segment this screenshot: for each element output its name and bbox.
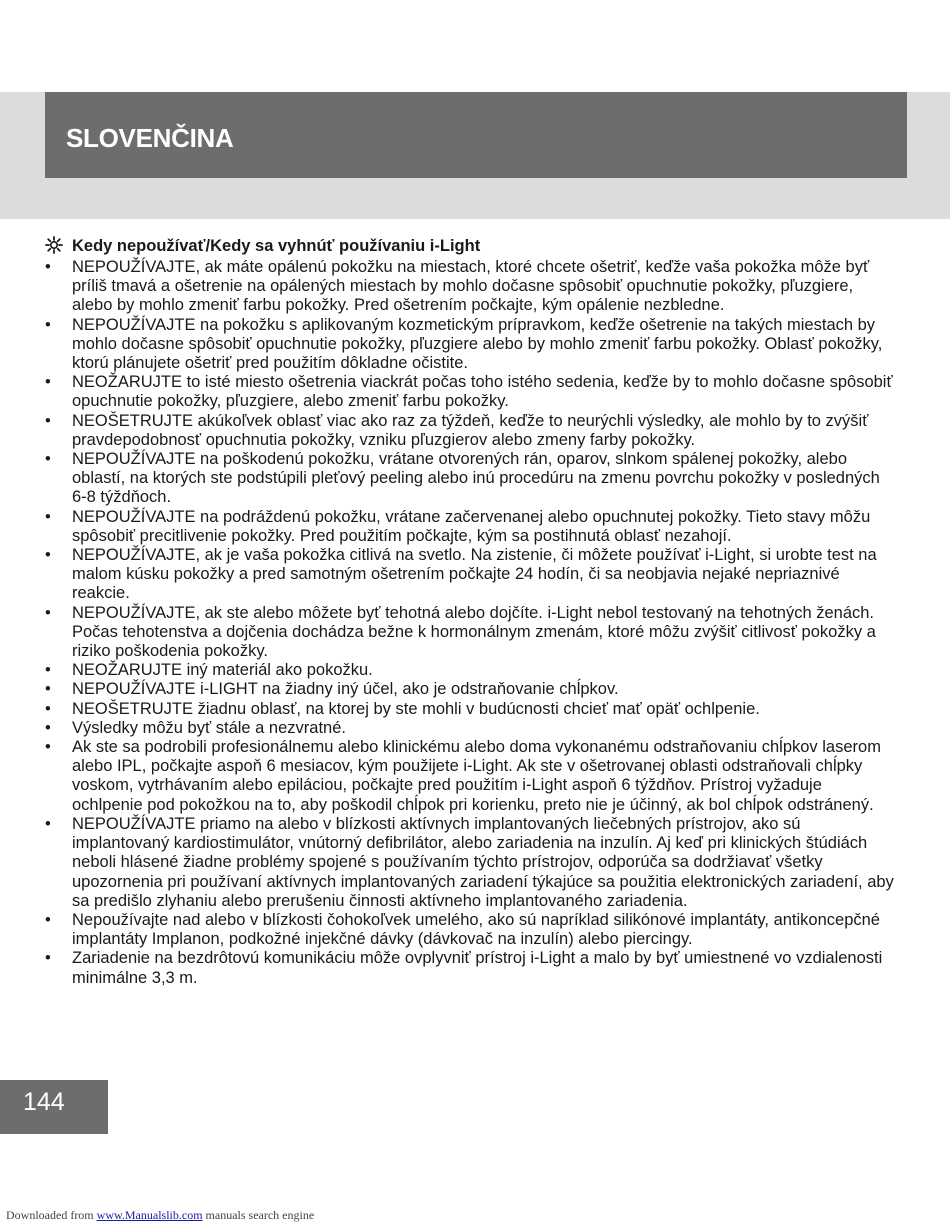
bullet-marker: • [45, 738, 51, 757]
list-item [45, 604, 895, 662]
sun-icon [45, 236, 65, 258]
list-item-text: NEPOUŽÍVAJTE na podráždenú pokožku, vrátane začervenanej alebo opuchnutej pokožky. Tieto stavy môžu spôsobiť precitlivenie pokožky. Pred použitím počkajte, kým sa postihnutá oblasť nezahojí. [72, 507, 871, 545]
bullet-marker: • [45, 814, 51, 833]
list-item [45, 911, 895, 949]
page-number: 144 [23, 1088, 65, 1116]
bullet-marker: • [45, 258, 51, 276]
list-item-text: NEPOUŽÍVAJTE priamo na alebo v blízkosti aktívnych implantovaných liečebných prístrojov, ako sú implantovaný kardiostimulátor, vnútorný defibrilátor, alebo zariadenia na inzulín. Aj keď pri klinických štúdiách neboli hlásené žiadne problémy spojené s používaním týchto prístrojov, odporúča sa dodržiavať všetky upozornenia pri používaní aktívnych implantovaných zariadení týkajúce sa použitia elektronických zariadení, aby sa predišlo zlyhaniu alebo prerušeniu činnosti aktívneho implantovaného zariadenia. [72, 814, 894, 910]
footer-link[interactable]: www.Manualslib.com [96, 1208, 203, 1222]
list-item [45, 450, 895, 508]
footer [6, 1208, 314, 1223]
bullet-marker: • [45, 661, 51, 680]
list-item [45, 373, 895, 411]
list-item [45, 949, 895, 987]
list-item-text: Nepoužívajte nad alebo v blízkosti čohokoľvek umelého, ako sú napríklad silikónové implantáty, antikoncepčné implantáty Implanon, podkožné injekčné dávky (dávkovač na inzulín) alebo piercingy. [72, 910, 880, 949]
bullet-list [45, 258, 895, 988]
bullet-marker: • [45, 373, 51, 392]
list-item-text: NEOŽARUJTE to isté miesto ošetrenia viackrát počas toho istého sedenia, keďže by to mohlo dočasne spôsobiť opuchnutie pokožky, pľuzgiere, alebo zmeniť farbu pokožky. [72, 373, 893, 411]
list-item [45, 661, 895, 680]
list-item-text: Ak ste sa podrobili profesionálnemu alebo klinickému alebo doma vykonanému odstraňovaniu chĺpkov laserom alebo IPL, počkajte aspoň 6 mesiacov, kým použijete i-Light. Ak ste v ošetrovanej oblasti odstraňovali chĺpky voskom, vytrhávaním alebo epiláciou, počkajte pred použitím i-Light aspoň 6 týždňov. Prístroj vyžaduje ochlpenie pod pokožkou na to, aby poškodil chĺpok pri korienku, preto nie je účinný, ak bol chĺpok odstránený. [72, 738, 881, 814]
list-item [45, 412, 895, 450]
header-box [45, 92, 907, 178]
footer-prefix: Downloaded from [6, 1208, 94, 1222]
bullet-marker: • [45, 546, 51, 565]
bullet-marker: • [45, 680, 51, 699]
list-item [45, 316, 895, 374]
list-item-text: NEOŽARUJTE iný materiál ako pokožku. [72, 661, 373, 680]
bullet-marker: • [45, 699, 51, 718]
bullet-marker: • [45, 718, 51, 737]
bullet-marker: • [45, 411, 51, 430]
list-item [45, 258, 895, 316]
section-heading [45, 236, 895, 258]
list-item-text: Zariadenie na bezdrôtovú komunikáciu môže ovplyvniť prístroj i-Light a malo by byť umiestnené vo vzdialenosti minimálne 3,3 m. [72, 949, 883, 987]
list-item [45, 719, 895, 738]
footer-suffix: manuals search engine [205, 1208, 315, 1222]
list-item [45, 508, 895, 546]
list-item-text: NEPOUŽÍVAJTE, ak máte opálenú pokožku na miestach, ktoré chcete ošetriť, keďže vaša pokožka môže byť príliš tmavá a ošetrenie na opálených miestach by mohlo dočasne spôsobiť opuchnutie pokožky, pľuzgiere, alebo by mohlo zmeniť farbu pokožky. Pred ošetrením počkajte, kým opálenie nezbledne. [72, 258, 870, 315]
list-item [45, 738, 895, 815]
bullet-marker: • [45, 315, 51, 334]
list-item-text: NEPOUŽÍVAJTE na poškodenú pokožku, vrátane otvorených rán, oparov, slnkom spálenej pokožky, alebo oblastí, na ktorých ste podstúpili pleťový peeling alebo inú procedúru na zmenu povrchu pokožky v posledných 6-8 týždňoch. [72, 450, 880, 507]
content [45, 236, 895, 988]
page-title: SLOVENČINA [66, 123, 234, 153]
list-item [45, 680, 895, 699]
list-item-text: NEOŠETRUJTE žiadnu oblasť, na ktorej by ste mohli v budúcnosti chcieť mať opäť ochlpenie. [72, 699, 760, 718]
bullet-marker: • [45, 949, 51, 968]
list-item [45, 700, 895, 719]
list-item-text: Výsledky môžu byť stále a nezvratné. [72, 718, 346, 737]
list-item [45, 815, 895, 911]
page-number-box [0, 1080, 108, 1134]
bullet-marker: • [45, 450, 51, 469]
list-item-text: NEPOUŽÍVAJTE i-LIGHT na žiadny iný účel, ako je odstraňovanie chĺpkov. [72, 680, 619, 699]
section-heading-text: Kedy nepoužívať/Kedy sa vyhnúť používaniu i-Light [72, 237, 481, 256]
bullet-marker: • [45, 507, 51, 526]
list-item-text: NEPOUŽÍVAJTE na pokožku s aplikovaným kozmetickým prípravkom, keďže ošetrenie na takých miestach by mohlo dočasne spôsobiť opuchnutie pokožky, pľuzgiere alebo by mohlo zmeniť farbu pokožky. Oblasť pokožky, ktorú plánujete ošetriť pred použitím dôkladne očistite. [72, 315, 883, 373]
list-item-text: NEOŠETRUJTE akúkoľvek oblasť viac ako raz za týždeň, keďže to neurýchli výsledky, ale mohlo by to zvýšiť pravdepodobnosť opuchnutia pokožky, vzniku pľuzgierov alebo zmeny farby pokožky. [72, 411, 869, 449]
list-item [45, 546, 895, 604]
bullet-marker: • [45, 603, 51, 622]
list-item-text: NEPOUŽÍVAJTE, ak ste alebo môžete byť tehotná alebo dojčíte. i-Light nebol testovaný na tehotných ženách. Počas tehotenstva a dojčenia dochádza bežne k hormonálnym zmenám, ktoré môžu zvýšiť citlivosť pokožky a riziko poškodenia pokožky. [72, 603, 876, 661]
list-item-text: NEPOUŽÍVAJTE, ak je vaša pokožka citlivá na svetlo. Na zistenie, či môžete používať i-Light, si urobte test na malom kúsku pokožky a pred samotným ošetrením počkajte 24 hodín, či sa neobjavia nejaké nepriaznivé reakcie. [72, 546, 877, 603]
header-band [0, 92, 950, 219]
bullet-marker: • [45, 910, 51, 929]
